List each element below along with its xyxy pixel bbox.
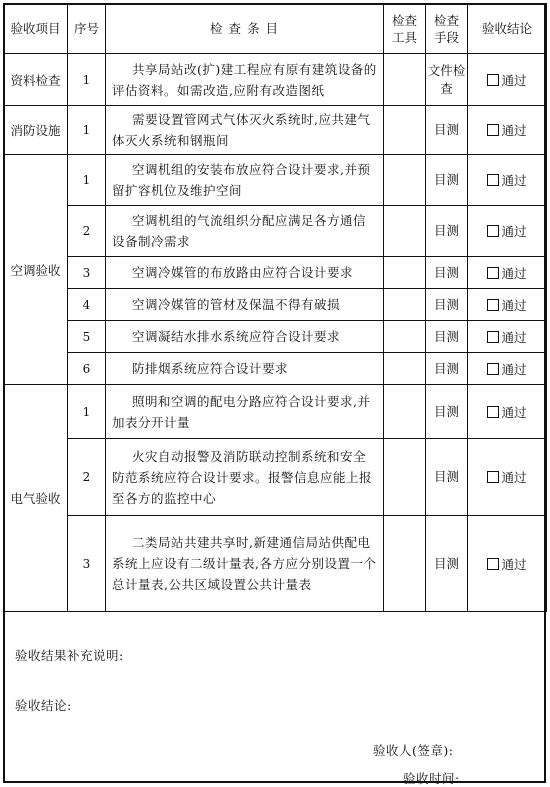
tool-cell bbox=[384, 353, 426, 385]
checkbox-icon[interactable] bbox=[487, 406, 499, 418]
item-text: 需要设置管网式气体灭火系统时,应共建气体灭火系统和钢瓶间 bbox=[112, 112, 371, 148]
checkbox-icon[interactable] bbox=[487, 471, 499, 483]
result-cell[interactable] bbox=[468, 353, 547, 385]
seq-cell: 2 bbox=[68, 206, 106, 257]
table-row bbox=[4, 289, 547, 321]
method-cell: 目测 bbox=[426, 516, 468, 612]
item-cell bbox=[106, 54, 384, 106]
checkbox-icon[interactable] bbox=[487, 267, 499, 279]
table-row bbox=[4, 439, 547, 516]
category-cell: 空调验收 bbox=[4, 155, 68, 385]
method-cell: 目测 bbox=[426, 439, 468, 516]
checkbox-icon[interactable] bbox=[487, 363, 499, 375]
checkbox-icon[interactable] bbox=[487, 74, 499, 86]
checkbox-icon[interactable] bbox=[487, 225, 499, 237]
header-project: 验收项目 bbox=[4, 4, 68, 54]
tool-cell bbox=[384, 516, 426, 612]
item-text: 空调冷媒管的布放路由应符合设计要求 bbox=[132, 265, 354, 280]
item-cell bbox=[106, 289, 384, 321]
method-cell: 目测 bbox=[426, 106, 468, 155]
seq-cell: 4 bbox=[68, 289, 106, 321]
checkbox-icon[interactable] bbox=[487, 174, 499, 186]
result-label: 通过 bbox=[501, 265, 527, 281]
item-text: 空调机组的安装布放应符合设计要求,并预留扩容机位及维护空间 bbox=[112, 162, 371, 198]
seq-cell: 1 bbox=[68, 385, 106, 439]
result-label: 通过 bbox=[501, 470, 527, 485]
header-method-line2: 手段 bbox=[433, 29, 459, 45]
method-cell: 目测 bbox=[426, 321, 468, 353]
item-text: 空调机组的气流组织分配应满足各方通信设备制冷需求 bbox=[112, 213, 367, 249]
result-label: 通过 bbox=[501, 556, 527, 572]
item-cell bbox=[106, 257, 384, 289]
result-cell[interactable] bbox=[468, 516, 547, 612]
header-tool bbox=[384, 4, 426, 54]
category-cell: 消防设施 bbox=[4, 106, 68, 155]
method-cell: 目测 bbox=[426, 385, 468, 439]
method-cell: 目测 bbox=[426, 155, 468, 206]
tool-cell bbox=[384, 439, 426, 516]
method-cell: 目测 bbox=[426, 289, 468, 321]
inspection-time-label: 验收时间: bbox=[403, 771, 460, 786]
seq-cell: 6 bbox=[68, 353, 106, 385]
seq-cell: 1 bbox=[68, 155, 106, 206]
item-cell bbox=[106, 321, 384, 353]
acceptance-checklist-form bbox=[3, 3, 546, 786]
item-cell bbox=[106, 353, 384, 385]
table-row bbox=[4, 321, 547, 353]
item-text: 照明和空调的配电分路应符合设计要求,并加表分开计量 bbox=[112, 393, 371, 430]
tool-cell bbox=[384, 289, 426, 321]
table-row bbox=[4, 54, 547, 106]
result-cell[interactable] bbox=[468, 106, 547, 155]
table-row bbox=[4, 206, 547, 257]
item-text: 共享局站改(扩)建工程应有原有建筑设备的评估资料。如需改造,应附有改造图纸 bbox=[112, 61, 377, 98]
tool-cell bbox=[384, 155, 426, 206]
result-label: 通过 bbox=[501, 72, 527, 88]
result-label: 通过 bbox=[501, 224, 527, 239]
table-row bbox=[4, 155, 547, 206]
result-label: 通过 bbox=[501, 297, 527, 313]
table-header-row bbox=[4, 4, 547, 54]
table-row bbox=[4, 106, 547, 155]
header-method-line1: 检查 bbox=[433, 12, 459, 28]
supplement-label: 验收结果补充说明: bbox=[15, 648, 124, 663]
method-cell bbox=[426, 54, 468, 106]
tool-cell bbox=[384, 321, 426, 353]
tool-cell bbox=[384, 257, 426, 289]
table-row bbox=[4, 257, 547, 289]
item-cell bbox=[106, 155, 384, 206]
checkbox-icon[interactable] bbox=[487, 558, 499, 570]
seq-cell: 3 bbox=[68, 257, 106, 289]
item-cell bbox=[106, 439, 384, 516]
seq-cell: 5 bbox=[68, 321, 106, 353]
category-cell: 资料检查 bbox=[4, 54, 68, 106]
item-cell bbox=[106, 516, 384, 612]
method-text: 文件检查 bbox=[427, 62, 466, 96]
conclusion-label: 验收结论: bbox=[15, 698, 72, 713]
result-cell[interactable] bbox=[468, 257, 547, 289]
table-row bbox=[4, 385, 547, 439]
table-row bbox=[4, 516, 547, 612]
inspector-signature-label: 验收人(签章): bbox=[373, 743, 454, 758]
header-method bbox=[426, 4, 468, 54]
category-cell: 电气验收 bbox=[4, 385, 68, 612]
result-cell[interactable] bbox=[468, 54, 547, 106]
header-tool-line1: 检查 bbox=[391, 12, 417, 28]
checkbox-icon[interactable] bbox=[487, 299, 499, 311]
item-text: 防排烟系统应符合设计要求 bbox=[132, 361, 289, 376]
table-row bbox=[4, 353, 547, 385]
method-cell: 目测 bbox=[426, 353, 468, 385]
remarks-section bbox=[5, 628, 544, 786]
result-cell[interactable] bbox=[468, 385, 547, 439]
result-label: 通过 bbox=[501, 173, 527, 188]
seq-cell: 3 bbox=[68, 516, 106, 612]
item-text: 空调冷媒管的管材及保温不得有破损 bbox=[132, 297, 341, 312]
result-cell[interactable] bbox=[468, 321, 547, 353]
tool-cell bbox=[384, 206, 426, 257]
checkbox-icon[interactable] bbox=[487, 331, 499, 343]
item-text: 二类局站共建共享时,新建通信局站供配电系统上应设有二级计量表,各方应分别设置一个总计量表,公共区域设置公共计量表 bbox=[112, 535, 377, 592]
tool-cell bbox=[384, 106, 426, 155]
result-cell[interactable] bbox=[468, 155, 547, 206]
method-cell: 目测 bbox=[426, 257, 468, 289]
item-cell bbox=[106, 206, 384, 257]
header-seq: 序号 bbox=[68, 4, 106, 54]
result-label: 通过 bbox=[501, 361, 527, 377]
item-text: 火灾自动报警及消防联动控制系统和安全防范系统应符合设计要求。报警信息应能上报至各方的监控中心 bbox=[112, 448, 373, 506]
header-item: 检 查 条 目 bbox=[106, 4, 384, 54]
result-cell[interactable] bbox=[468, 439, 547, 516]
result-cell[interactable] bbox=[468, 206, 547, 257]
item-text: 空调凝结水排水系统应符合设计要求 bbox=[132, 329, 341, 344]
result-cell[interactable] bbox=[468, 289, 547, 321]
header-tool-line2: 工具 bbox=[391, 29, 417, 45]
tool-cell bbox=[384, 54, 426, 106]
seq-cell: 2 bbox=[68, 439, 106, 516]
tool-cell bbox=[384, 385, 426, 439]
seq-cell: 1 bbox=[68, 106, 106, 155]
header-result: 验收结论 bbox=[468, 4, 547, 54]
result-label: 通过 bbox=[501, 329, 527, 345]
item-cell bbox=[106, 106, 384, 155]
result-label: 通过 bbox=[501, 123, 527, 138]
item-cell bbox=[106, 385, 384, 439]
result-label: 通过 bbox=[501, 404, 527, 420]
method-cell: 目测 bbox=[426, 206, 468, 257]
checklist-table bbox=[3, 3, 547, 612]
checkbox-icon[interactable] bbox=[487, 124, 499, 136]
seq-cell: 1 bbox=[68, 54, 106, 106]
